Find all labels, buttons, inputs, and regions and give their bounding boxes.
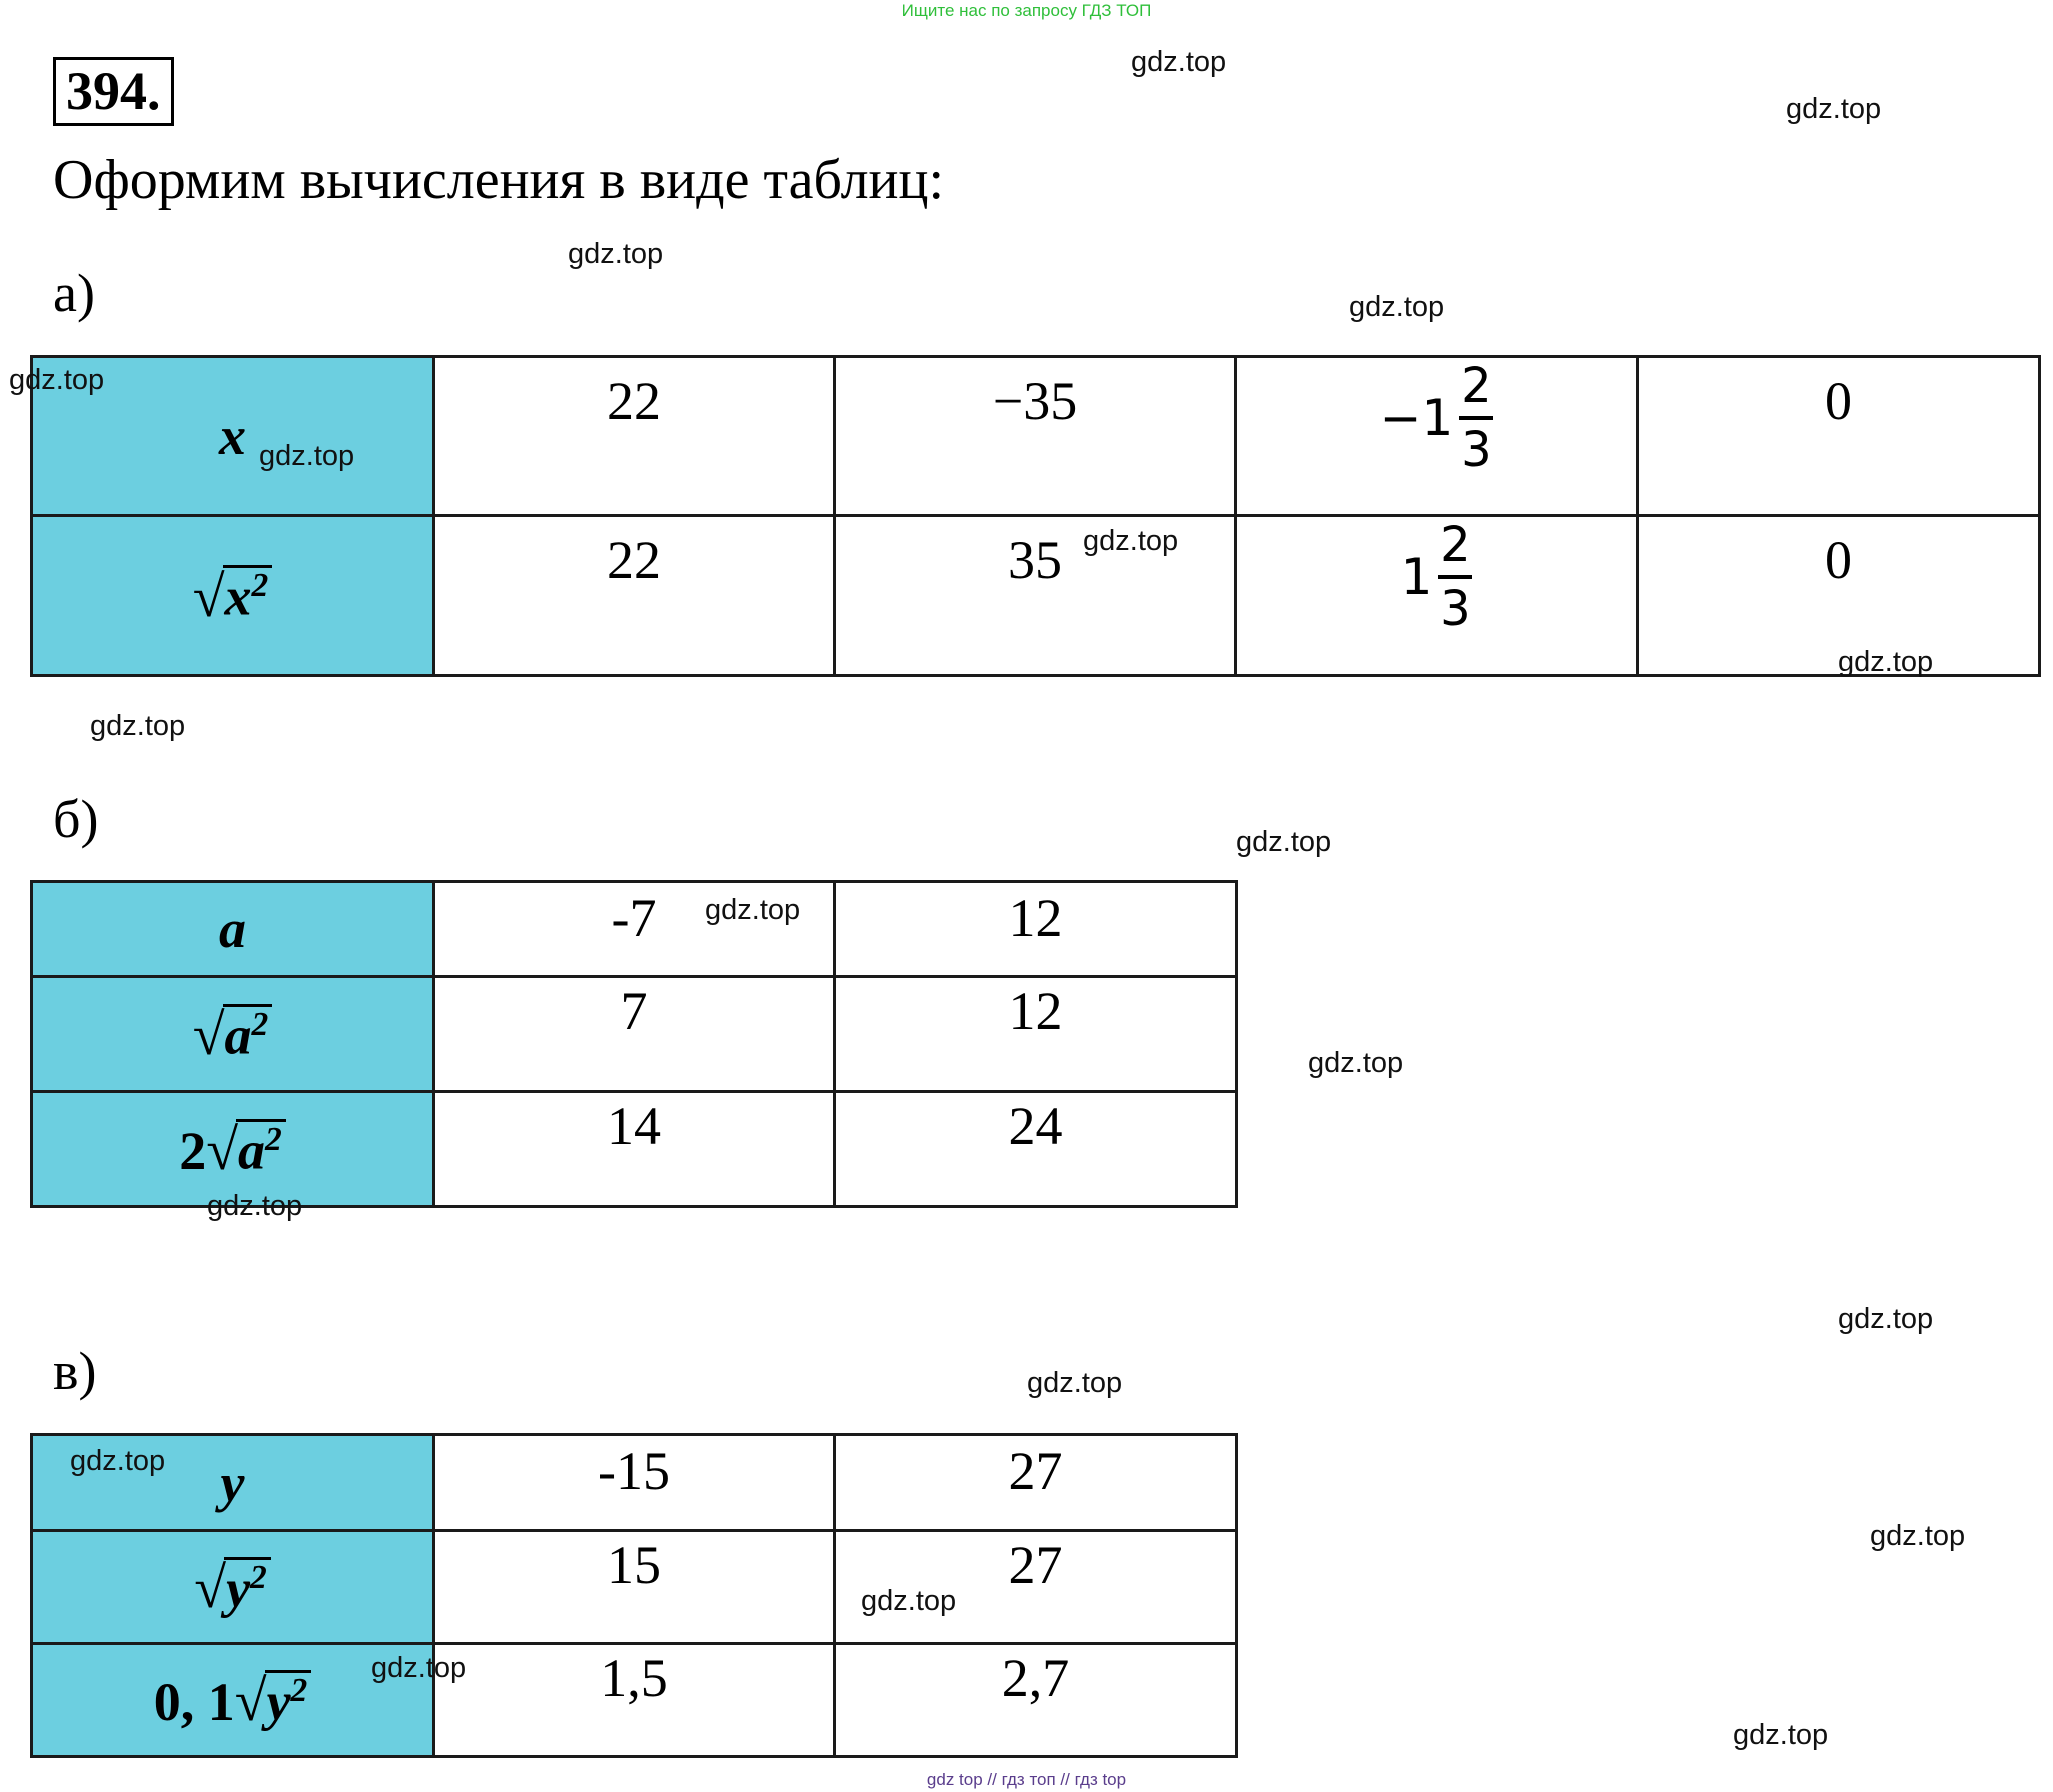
top-banner: Ищите нас по запросу ГДЗ ТОП (901, 1, 1152, 20)
row-header-y: y (32, 1435, 434, 1531)
cell: 15 (434, 1531, 835, 1644)
watermark: gdz.top (371, 1652, 467, 1684)
cell: 1,5 (434, 1644, 835, 1757)
cell (1236, 516, 1638, 676)
watermark: gdz.top (1838, 646, 1934, 678)
bottom-banner: gdz top // гдз топ // гдз top (926, 1770, 1127, 1789)
watermark: gdz.top (568, 238, 664, 270)
watermark: gdz.top (259, 440, 355, 472)
cell: 0 (1638, 516, 2040, 676)
mixed-fraction: 1 2 3 (1400, 517, 1471, 637)
table-c (30, 1433, 1238, 1758)
row-header-a: a (32, 882, 434, 977)
table-row (32, 1531, 1237, 1644)
watermark: gdz.top (1027, 1367, 1123, 1399)
cell: 27 (835, 1435, 1237, 1531)
row-header-x: x (32, 357, 434, 516)
watermark: gdz.top (90, 710, 186, 742)
table-row (32, 1644, 1237, 1757)
cell: 35 (835, 516, 1236, 676)
cell (1236, 357, 1638, 516)
part-a-label: а) (53, 263, 95, 323)
table-row (32, 1435, 1237, 1531)
row-header-sqrt-x2: √ $x^2$ (32, 516, 434, 676)
cell: 12 (835, 977, 1237, 1092)
watermark: gdz.top (1838, 1303, 1934, 1335)
watermark: gdz.top (9, 364, 105, 396)
row-header-2sqrt-a2: 2 √ $a^2$ (32, 1092, 434, 1207)
part-b-label: б) (53, 789, 99, 849)
cell: -7 (434, 882, 835, 977)
mixed-fraction: −1 2 3 (1379, 358, 1492, 478)
watermark: gdz.top (1308, 1047, 1404, 1079)
watermark: gdz.top (207, 1190, 303, 1222)
cell: −35 (835, 357, 1236, 516)
cell: 12 (835, 882, 1237, 977)
watermark: gdz.top (1349, 291, 1445, 323)
watermark: gdz.top (1786, 93, 1882, 125)
cell: 2,7 (835, 1644, 1237, 1757)
watermark: gdz.top (1236, 826, 1332, 858)
watermark: gdz.top (861, 1585, 957, 1617)
row-header-0-1sqrt-y2: 0, 1 √ $y^2$ (32, 1644, 434, 1757)
part-c-label: в) (53, 1341, 97, 1401)
watermark: gdz.top (70, 1445, 166, 1477)
watermark: gdz.top (1083, 525, 1179, 557)
table-row (32, 357, 2040, 516)
problem-number: 394. (53, 57, 174, 126)
cell: 14 (434, 1092, 835, 1207)
watermark: gdz.top (1733, 1719, 1829, 1751)
watermark: gdz.top (705, 894, 801, 926)
table-row (32, 516, 2040, 676)
table-a (30, 355, 2041, 677)
cell: -15 (434, 1435, 835, 1531)
cell: 27 (835, 1531, 1237, 1644)
row-header-sqrt-y2: √ $y^2$ (32, 1531, 434, 1644)
heading: Оформим вычисления в виде таблиц: (53, 149, 945, 211)
watermark: gdz.top (1131, 46, 1227, 78)
cell: 22 (434, 357, 835, 516)
cell: 7 (434, 977, 835, 1092)
cell: 22 (434, 516, 835, 676)
watermark: gdz.top (1870, 1520, 1966, 1552)
cell: 24 (835, 1092, 1237, 1207)
table-row (32, 882, 1237, 977)
row-header-sqrt-a2: √ $a^2$ (32, 977, 434, 1092)
cell: 0 (1638, 357, 2040, 516)
table-row (32, 977, 1237, 1092)
table-b (30, 880, 1238, 1208)
